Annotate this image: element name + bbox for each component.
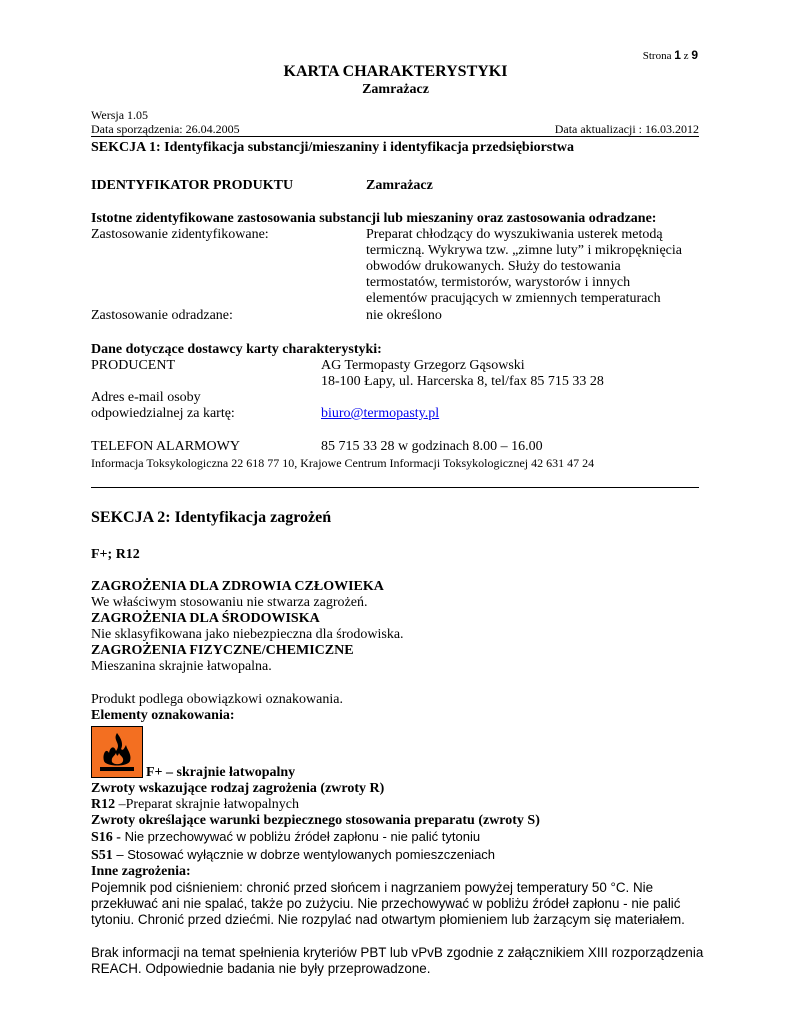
- page-current: 1: [674, 48, 681, 62]
- emergency-value: 85 715 33 28 w godzinach 8.00 – 16.00: [321, 439, 543, 454]
- product-id-value: Zamrażacz: [366, 178, 433, 193]
- s51-code: S51: [91, 848, 113, 863]
- classification: F+; R12: [91, 547, 140, 562]
- producer-name: AG Termopasty Grzegorz Gąsowski: [321, 358, 525, 373]
- section1-heading: SEKCJA 1: Identyfikacja substancji/mieszaniny i identyfikacja przedsiębiorstwa: [91, 140, 575, 155]
- other-line: przekłuwać ani nie spalać, także po zużyciu. Nie przechowywać w pobliżu źródeł zapłonu - nie palić: [91, 896, 681, 911]
- s51-text: – Stosować wyłącznie w dobrze wentylowanych pomieszczeniach: [112, 847, 496, 862]
- identified-use-label: Zastosowanie zidentyfikowane:: [91, 227, 269, 242]
- identified-use-line: Preparat chłodzący do wyszukiwania usterek metodą: [366, 227, 663, 242]
- other-text: [91, 880, 685, 928]
- date-updated: Data aktualizacji : 16.03.2012: [554, 122, 699, 136]
- other-line: tytoniu. Chronić przed dziećmi. Nie rozpylać nad otwartym płomieniem lub żarzącym się materiałem.: [91, 912, 685, 927]
- email-label-line2: odpowiedzialnej za kartę:: [91, 406, 235, 421]
- r-heading: Zwroty wskazujące rodzaj zagrożenia (zwroty R): [91, 781, 385, 796]
- labeling-text: Produkt podlega obowiązkowi oznakowania.: [91, 692, 343, 707]
- email-label-line1: Adres e-mail osoby: [91, 390, 201, 405]
- phys-text: Mieszanina skrajnie łatwopalna.: [91, 659, 272, 674]
- advised-against-value: nie określono: [366, 308, 442, 323]
- uses-heading: Istotne zidentyfikowane zastosowania substancji lub mieszaniny oraz zastosowania odradzane:: [91, 211, 657, 226]
- other-line: Pojemnik pod ciśnieniem: chronić przed słońcem i nagrzaniem powyżej temperatury 50 °C. Nie: [91, 880, 654, 895]
- identified-use-line: termostatów, termistorów, warystorów i innych: [366, 275, 631, 290]
- s16-code: S16 -: [91, 830, 121, 845]
- tox-info: Informacja Toksykologiczna 22 618 77 10, Krajowe Centrum Informacji Toksykologicznej 42 631 47 24: [91, 456, 595, 470]
- s51-line: [91, 847, 495, 864]
- pbt-line: Brak informacji na temat spełnienia kryteriów PBT lub vPvB zgodnie z załącznikiem XIII rozporządzenia: [91, 945, 704, 960]
- health-text: We właściwym stosowaniu nie stwarza zagrożeń.: [91, 595, 368, 610]
- page-sep: z: [683, 50, 689, 62]
- env-heading: ZAGROŻENIA DLA ŚRODOWISKA: [91, 611, 320, 626]
- page-number: [643, 48, 698, 62]
- other-heading: Inne zagrożenia:: [91, 864, 191, 879]
- s16-line: [91, 829, 480, 846]
- symbol-caption: F+ – skrajnie łatwopalny: [146, 765, 296, 780]
- s-heading: Zwroty określające warunki bezpiecznego stosowania preparatu (zwroty S): [91, 813, 540, 828]
- document-title: KARTA CHARAKTERYSTYKI: [283, 63, 508, 80]
- phys-heading: ZAGROŻENIA FIZYCZNE/CHEMICZNE: [91, 643, 354, 658]
- pbt-text: [91, 945, 703, 977]
- flame-icon: [91, 726, 143, 778]
- s16-text: Nie przechowywać w pobliżu źródeł zapłonu - nie palić tytoniu: [120, 829, 481, 844]
- date-created: Data sporządzenia: 26.04.2005: [91, 122, 240, 136]
- advised-against-label: Zastosowanie odradzane:: [91, 308, 233, 323]
- page-label: Strona: [642, 50, 672, 62]
- emergency-label: TELEFON ALARMOWY: [91, 439, 240, 454]
- r12-line: [91, 797, 299, 813]
- producer-label: PRODUCENT: [91, 358, 176, 373]
- r12-code: R12: [91, 797, 116, 812]
- section2-heading: SEKCJA 2: Identyfikacja zagrożeń: [91, 509, 332, 526]
- document-subtitle: Zamrażacz: [362, 82, 429, 97]
- identified-use-line: termiczną. Wykrywa tzw. „zimne luty” i mikropęknięcia: [366, 243, 682, 258]
- env-text: Nie sklasyfikowana jako niebezpieczna dla środowiska.: [91, 627, 404, 642]
- identified-use-line: obwodów drukowanych. Służy do testowania: [366, 259, 621, 274]
- producer-address: 18-100 Łapy, ul. Harcerska 8, tel/fax 85 715 33 28: [321, 374, 604, 389]
- email-link[interactable]: biuro@termopasty.pl: [321, 406, 440, 421]
- version: Wersja 1.05: [91, 108, 149, 122]
- section-divider: [91, 487, 699, 488]
- page-total: 9: [691, 48, 698, 62]
- header-divider: [91, 136, 699, 137]
- supplier-heading: Dane dotyczące dostawcy karty charakterystyki:: [91, 342, 382, 357]
- product-id-label: IDENTYFIKATOR PRODUKTU: [91, 178, 294, 193]
- identified-use-text: [366, 227, 682, 307]
- health-heading: ZAGROŻENIA DLA ZDROWIA CZŁOWIEKA: [91, 579, 384, 594]
- pbt-line: REACH. Odpowiednie badania nie były przeprowadzone.: [91, 961, 431, 976]
- identified-use-line: elementów pracujących w zmiennych temperaturach: [366, 291, 661, 306]
- r12-text: –Preparat skrajnie łatwopalnych: [115, 797, 300, 812]
- labeling-heading: Elementy oznakowania:: [91, 708, 235, 723]
